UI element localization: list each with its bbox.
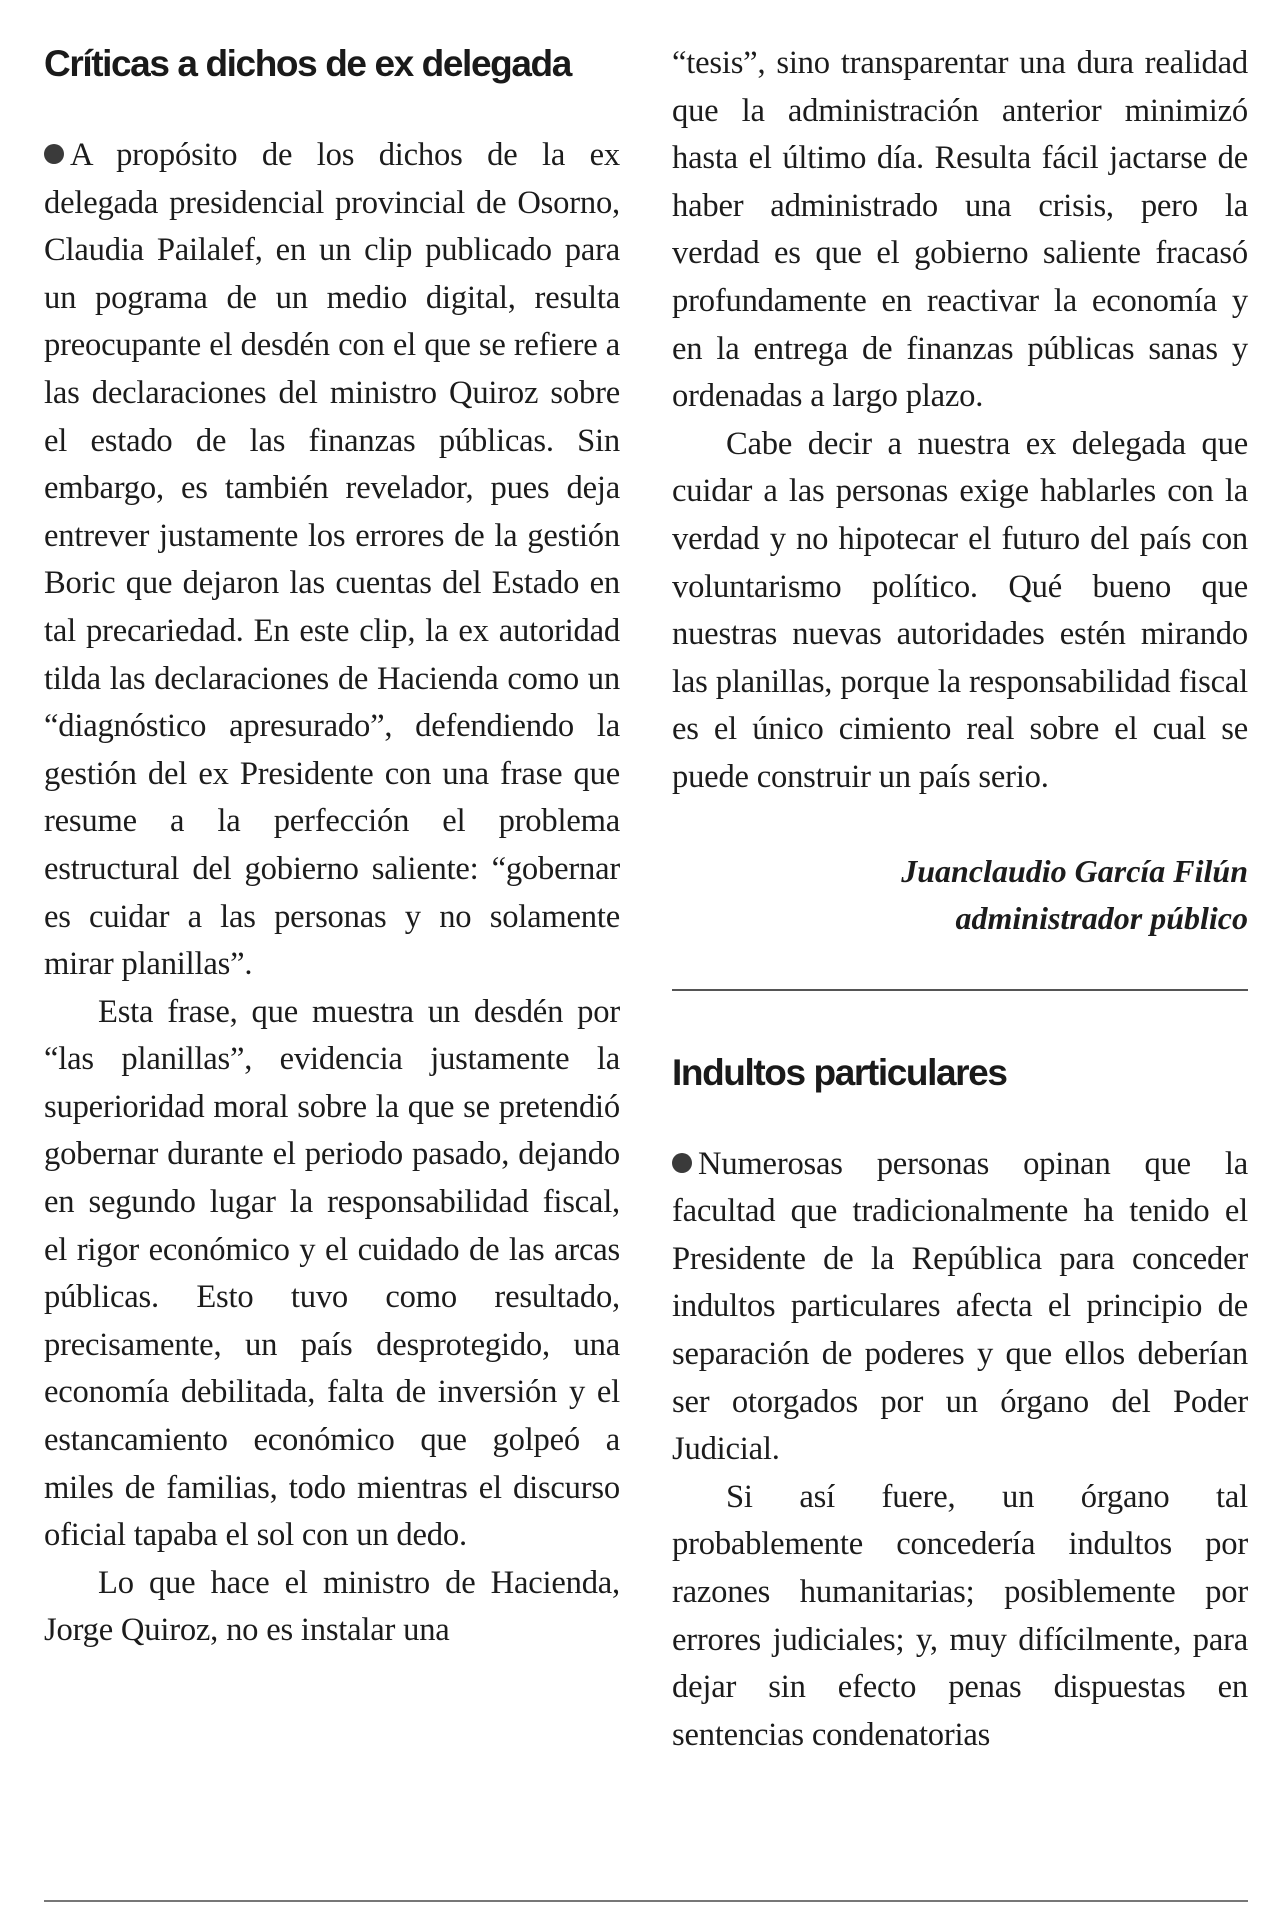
letter-1-signature — [672, 848, 1248, 943]
right-column — [672, 40, 1248, 1759]
bullet-icon — [672, 1153, 692, 1173]
bottom-rule — [44, 1900, 1248, 1902]
author-name: Juanclaudio García Filún — [901, 852, 1248, 889]
left-column — [44, 40, 620, 1655]
letter-1-paragraph-1 — [44, 132, 620, 989]
letter-2-paragraph-1 — [672, 1141, 1248, 1474]
letter-2-title: Indultos particulares — [672, 1051, 1007, 1093]
letter-1-paragraph-2: Esta frase, que muestra un desdén por “las planillas”, evidencia justamente la superioridad moral sobre la que se pretendió gobernar durante el periodo pasado, dejando en segundo lugar la responsabilidad fiscal, el rigor económico y el cuidado de las arcas públicas. Esto tuvo como resultado, precisamente, un país desprotegido, una economía debilitada, falta de inversión y el estancamiento económico que golpeó a miles de familias, todo mientras el discurso oficial tapaba el sol con un dedo. — [44, 993, 620, 1554]
letter-2-paragraph-1-text: Numerosas personas opinan que la facultad que tradicionalmente ha tenido el Presidente de la República para conceder indultos particulares afecta el principio de separación de poderes y que ellos deberían ser otorgados por un órgano del Poder Judicial. — [672, 1145, 1248, 1468]
letter-1-paragraph-3-cont: “tesis”, sino transparentar una dura realidad que la administración anterior minimizó hasta el último día. Resulta fácil jactarse de haber administrado una crisis, pero la verdad es que el gobierno saliente fracasó profundamente en reactivar la economía y en la entrega de finanzas públicas sanas y ordenadas a largo plazo. — [672, 45, 1248, 415]
letter-1-paragraph-3-start: Lo que hace el ministro de Hacienda, Jorge Quiroz, no es instalar una — [44, 1564, 620, 1649]
section-divider — [672, 989, 1248, 991]
letter-1-paragraph-1-text: A propósito de los dichos de la ex delegada presidencial provincial de Osorno, Claudia Pailalef, en un clip publicado para un pograma de un medio digital, resulta preocupante el desdén con el que se refiere a las declaraciones del ministro Quiroz sobre el estado de las finanzas públicas. Sin embargo, es también revelador, pues deja entrever justamente los errores de la gestión Boric que dejaron las cuentas del Estado en tal precariedad. En este clip, la ex autoridad tilda las declaraciones de Hacienda como un “diagnóstico apresurado”, defendiendo la gestión del ex Presidente con una frase que resume a la perfección el problema estructural del gobierno saliente: “gobernar es cuidar a las personas y no solamente mirar planillas”. — [44, 137, 620, 983]
letter-1-paragraph-4: Cabe decir a nuestra ex delegada que cuidar a las personas exige hablarles con la verdad y no hipotecar el futuro del país con voluntarismo político. Qué bueno que nuestras nuevas autoridades estén mirando las planillas, porque la responsabilidad fiscal es el único cimiento real sobre el cual se puede construir un país serio. — [672, 425, 1248, 795]
letter-2-paragraph-2: Si así fuere, un órgano tal probablemente concedería indultos por razones humanitarias; posiblemente por errores judiciales; y, muy difícilmente, para dejar sin efecto penas dispuestas en sentencias condenatorias — [672, 1478, 1248, 1753]
author-role: administrador público — [955, 900, 1248, 937]
letter-1-title: Críticas a dichos de ex delegada — [44, 43, 571, 84]
bullet-icon — [44, 144, 64, 164]
